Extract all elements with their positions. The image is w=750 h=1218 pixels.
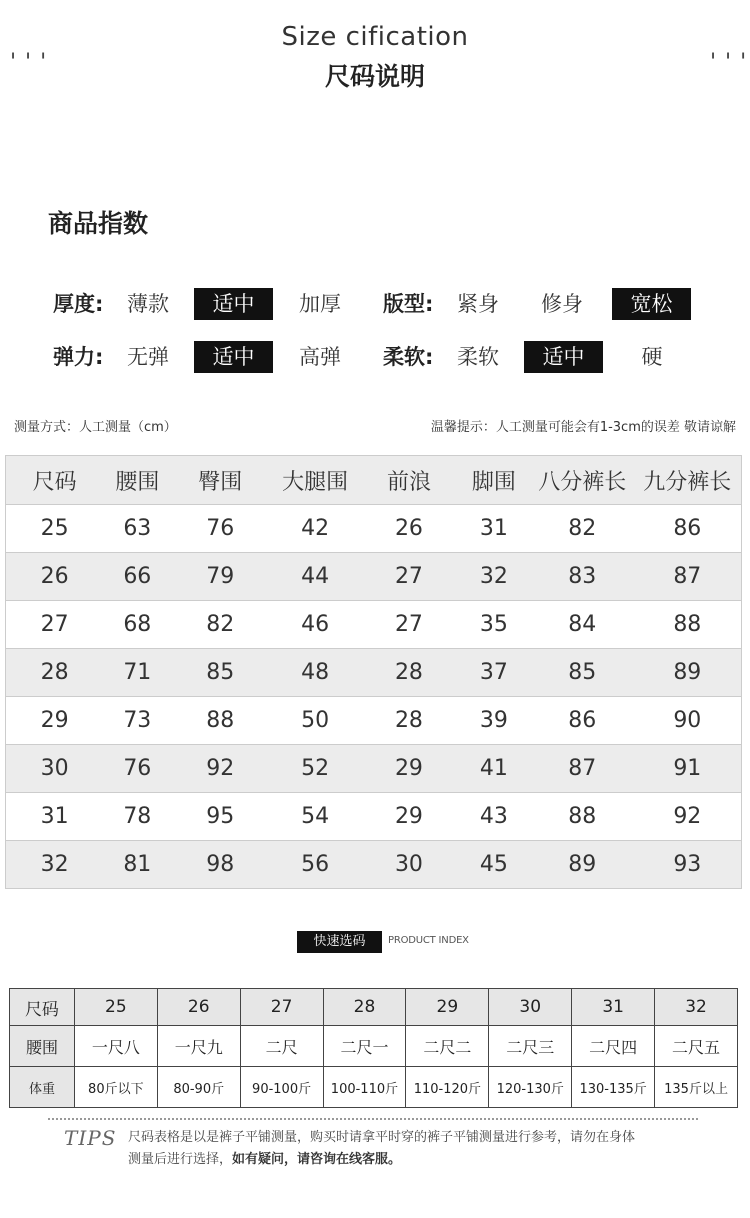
table-cell: 26 [6,553,104,601]
table-cell: 46 [269,601,361,649]
index-row-thickness-fit [50,288,730,320]
table-cell: 一尺八 [74,1026,157,1067]
dotted-divider [48,1118,698,1120]
table-cell: 85 [531,649,634,697]
table-cell: 56 [269,841,361,889]
tips-line-2-b: 如有疑问，请咨询在线客服。 [232,1152,402,1167]
table-cell: 29 [6,697,104,745]
table-cell: 82 [531,505,634,553]
table-cell: 78 [103,793,171,841]
index-option: 高弹 [299,345,341,369]
table-row [6,745,742,793]
table-cell: 29 [361,745,457,793]
table-cell: 37 [457,649,531,697]
column-header: 尺码 [6,456,104,505]
table-cell: 80斤以下 [74,1067,157,1108]
tips-line-1: 尺码表格是以是裤子平铺测量，购买时请拿平时穿的裤子平铺测量进行参考，请勿在身体 [128,1130,636,1145]
table-cell: 29 [406,989,489,1026]
table-cell: 28 [6,649,104,697]
table-cell: 32 [457,553,531,601]
table-cell: 44 [269,553,361,601]
table-cell: 43 [457,793,531,841]
table-cell: 89 [634,649,742,697]
table-cell: 二尺 [240,1026,323,1067]
table-cell: 85 [171,649,269,697]
table-cell: 31 [457,505,531,553]
table-cell: 31 [572,989,655,1026]
table-cell: 88 [531,793,634,841]
table-cell: 25 [6,505,104,553]
table-cell: 86 [531,697,634,745]
table-row [6,841,742,889]
table-cell: 26 [361,505,457,553]
table-cell: 二尺五 [655,1026,738,1067]
column-header: 九分裤长 [634,456,742,505]
quick-row-waist [10,1026,738,1067]
index-label-softness: 柔软: [383,345,434,369]
quick-select-tag: 快速选码 [297,931,382,953]
column-header: 臀围 [171,456,269,505]
tips-line-2-a: 测量后进行选择， [128,1152,233,1167]
table-row [6,793,742,841]
column-header: 八分裤长 [531,456,634,505]
tips-text [128,1127,728,1171]
table-cell: 73 [103,697,171,745]
header-chinese-title: 尺码说明 [324,62,425,91]
table-cell: 39 [457,697,531,745]
tips-line-2 [128,1149,728,1171]
size-table [5,455,742,889]
index-option: 硬 [641,345,663,369]
table-cell: 93 [634,841,742,889]
table-cell: 30 [489,989,572,1026]
table-cell: 32 [6,841,104,889]
table-cell: 120-130斤 [489,1067,572,1108]
table-cell: 28 [361,697,457,745]
table-cell: 90 [634,697,742,745]
table-cell: 28 [361,649,457,697]
index-option: 柔软 [457,345,499,369]
table-cell: 95 [171,793,269,841]
table-cell: 81 [103,841,171,889]
table-cell: 30 [6,745,104,793]
table-cell: 89 [531,841,634,889]
decor-quote-left: ' ' ' [10,50,48,75]
table-cell: 98 [171,841,269,889]
table-cell: 26 [157,989,240,1026]
table-cell: 91 [634,745,742,793]
table-cell: 76 [171,505,269,553]
table-cell: 一尺九 [157,1026,240,1067]
index-option: 加厚 [299,292,341,316]
column-header: 大腿围 [269,456,361,505]
table-cell: 130-135斤 [572,1067,655,1108]
column-header: 前浪 [361,456,457,505]
index-option-selected: 适中 [194,288,273,320]
index-option-selected: 适中 [194,341,273,373]
index-option-selected: 宽松 [612,288,691,320]
table-cell: 二尺二 [406,1026,489,1067]
table-row [6,553,742,601]
table-cell: 88 [171,697,269,745]
index-row-elasticity-softness [50,341,730,373]
column-header: 腰围 [103,456,171,505]
table-cell: 66 [103,553,171,601]
quick-select-table [9,988,738,1108]
table-row [6,649,742,697]
table-cell: 28 [323,989,406,1026]
table-cell: 27 [240,989,323,1026]
table-cell: 80-90斤 [157,1067,240,1108]
row-label: 体重 [10,1067,75,1108]
section-title: 商品指数 [48,209,149,238]
index-option: 修身 [541,292,583,316]
table-cell: 27 [361,601,457,649]
table-cell: 63 [103,505,171,553]
decor-quote-right: ' ' ' [710,50,748,75]
table-cell: 86 [634,505,742,553]
table-cell: 79 [171,553,269,601]
quick-row-weight [10,1067,738,1108]
quick-select-subtitle: PRODUCT INDEX [388,935,469,946]
row-label: 尺码 [10,989,75,1026]
index-label-fit: 版型: [383,292,434,316]
table-cell: 92 [171,745,269,793]
index-label-elasticity: 弹力: [53,345,104,369]
table-cell: 29 [361,793,457,841]
table-row [6,601,742,649]
quick-row-size [10,989,738,1026]
table-cell: 135斤以上 [655,1067,738,1108]
table-cell: 27 [361,553,457,601]
index-label-thickness: 厚度: [53,292,104,316]
table-cell: 52 [269,745,361,793]
table-cell: 76 [103,745,171,793]
table-row [6,697,742,745]
table-cell: 30 [361,841,457,889]
table-cell: 84 [531,601,634,649]
size-table-header [6,456,742,505]
table-cell: 71 [103,649,171,697]
table-cell: 87 [634,553,742,601]
table-cell: 25 [74,989,157,1026]
table-cell: 二尺四 [572,1026,655,1067]
table-cell: 35 [457,601,531,649]
table-cell: 二尺三 [489,1026,572,1067]
table-cell: 27 [6,601,104,649]
error-tip-note: 温馨提示：人工测量可能会有1-3cm的误差 敬请谅解 [430,420,736,435]
index-option-selected: 适中 [524,341,603,373]
table-cell: 87 [531,745,634,793]
index-option: 薄款 [127,292,169,316]
column-header: 脚围 [457,456,531,505]
index-option: 紧身 [457,292,499,316]
table-cell: 110-120斤 [406,1067,489,1108]
table-cell: 90-100斤 [240,1067,323,1108]
table-cell: 50 [269,697,361,745]
measure-note: 测量方式：人工测量（cm） [14,420,177,435]
index-option: 无弹 [127,345,169,369]
table-cell: 48 [269,649,361,697]
table-cell: 68 [103,601,171,649]
table-cell: 54 [269,793,361,841]
table-cell: 31 [6,793,104,841]
table-cell: 32 [655,989,738,1026]
tips-title: TIPS [64,1126,117,1150]
table-cell: 二尺一 [323,1026,406,1067]
row-label: 腰围 [10,1026,75,1067]
table-cell: 82 [171,601,269,649]
table-row [6,505,742,553]
table-cell: 41 [457,745,531,793]
table-cell: 92 [634,793,742,841]
table-cell: 88 [634,601,742,649]
table-cell: 83 [531,553,634,601]
table-cell: 42 [269,505,361,553]
table-cell: 100-110斤 [323,1067,406,1108]
header-english-title: Size cification [281,22,469,52]
table-cell: 45 [457,841,531,889]
